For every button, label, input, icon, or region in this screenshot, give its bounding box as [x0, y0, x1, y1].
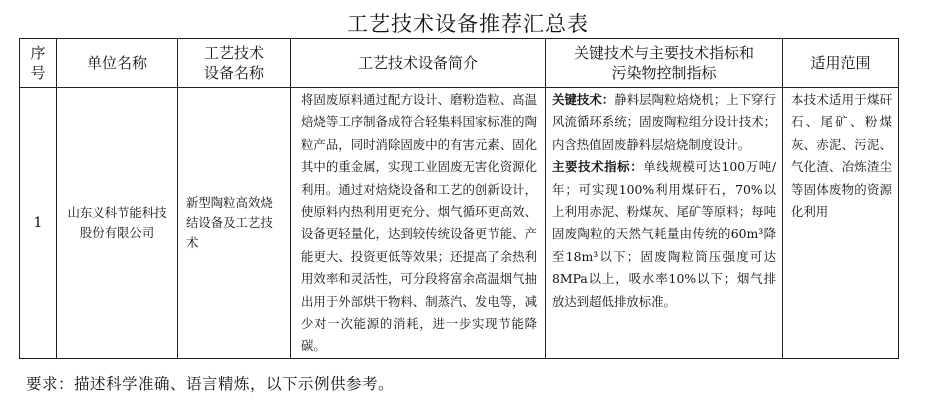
- cell-description: 将固废原料通过配方设计、磨粉造粒、高温焙烧等工序制备成符合轻集料国家标准的陶粒产品，同时消除固废中的有害元素、固化其中的重金属，实现工业固废无害化资源化利用。通过对焙烧设备和工艺的创新设计，使原料内热利用更充分、烟气循环更高效、设备更轻量化，达到较传统设备更节能、产能更大、投资更低等效果；还提高了余热利用效率和灵活性，可分段将富余高温烟气抽出用于外部烘干物料、制蒸汽、发电等，减少对一次能源的消耗，进一步实现节能降碳。: [291, 88, 546, 359]
- recommendation-table: [19, 38, 899, 359]
- cell-serial-number: 1: [20, 88, 57, 359]
- main-indicators-text: 单线规模可达100万吨/年；可实现100%利用煤矸石，70%以上利用赤泥、粉煤灰、尾矿等原料；每吨固废陶粒的天然气耗量由传统的60m³降至18m³以下；固废陶粒筒压强度可达8MPa以上，吸水率10%以下；烟气排放达到超低排放标准。: [552, 159, 777, 309]
- header-row: [20, 39, 899, 88]
- cell-scope: 本技术适用于煤矸石、尾矿、粉煤灰、赤泥、污泥、气化渣、冶炼渣尘等固体废物的资源化利用: [783, 88, 899, 359]
- key-technology-label: 关键技术：: [552, 92, 615, 107]
- main-indicators-label: 主要技术指标：: [552, 159, 644, 175]
- cell-equipment-name: 新型陶粒高效烧结设备及工艺技术: [178, 88, 291, 359]
- header-description: 工艺技术设备简介: [291, 39, 546, 88]
- requirement-note: 要求：描述科学准确、语言精炼，以下示例供参考。: [26, 375, 395, 393]
- table-title: 工艺技术设备推荐汇总表: [347, 12, 589, 36]
- header-equipment-name: 工艺技术 设备名称: [178, 39, 291, 88]
- table-row: [20, 88, 899, 359]
- cell-unit-name: 山东义科节能科技股份有限公司: [57, 88, 178, 359]
- cell-key-technology: [546, 88, 783, 359]
- header-unit-name: 单位名称: [57, 39, 178, 88]
- key-technology-text: 静料层陶粒焙烧机；上下穿行风流循环系统；固废陶粒组分设计技术；内含热值固废静料层焙烧制度设计。: [552, 92, 777, 152]
- header-key-technology: 关键技术与主要技术指标和 污染物控制指标: [546, 39, 783, 88]
- header-serial-number: 序 号: [20, 39, 57, 88]
- header-scope: 适用范围: [783, 39, 899, 88]
